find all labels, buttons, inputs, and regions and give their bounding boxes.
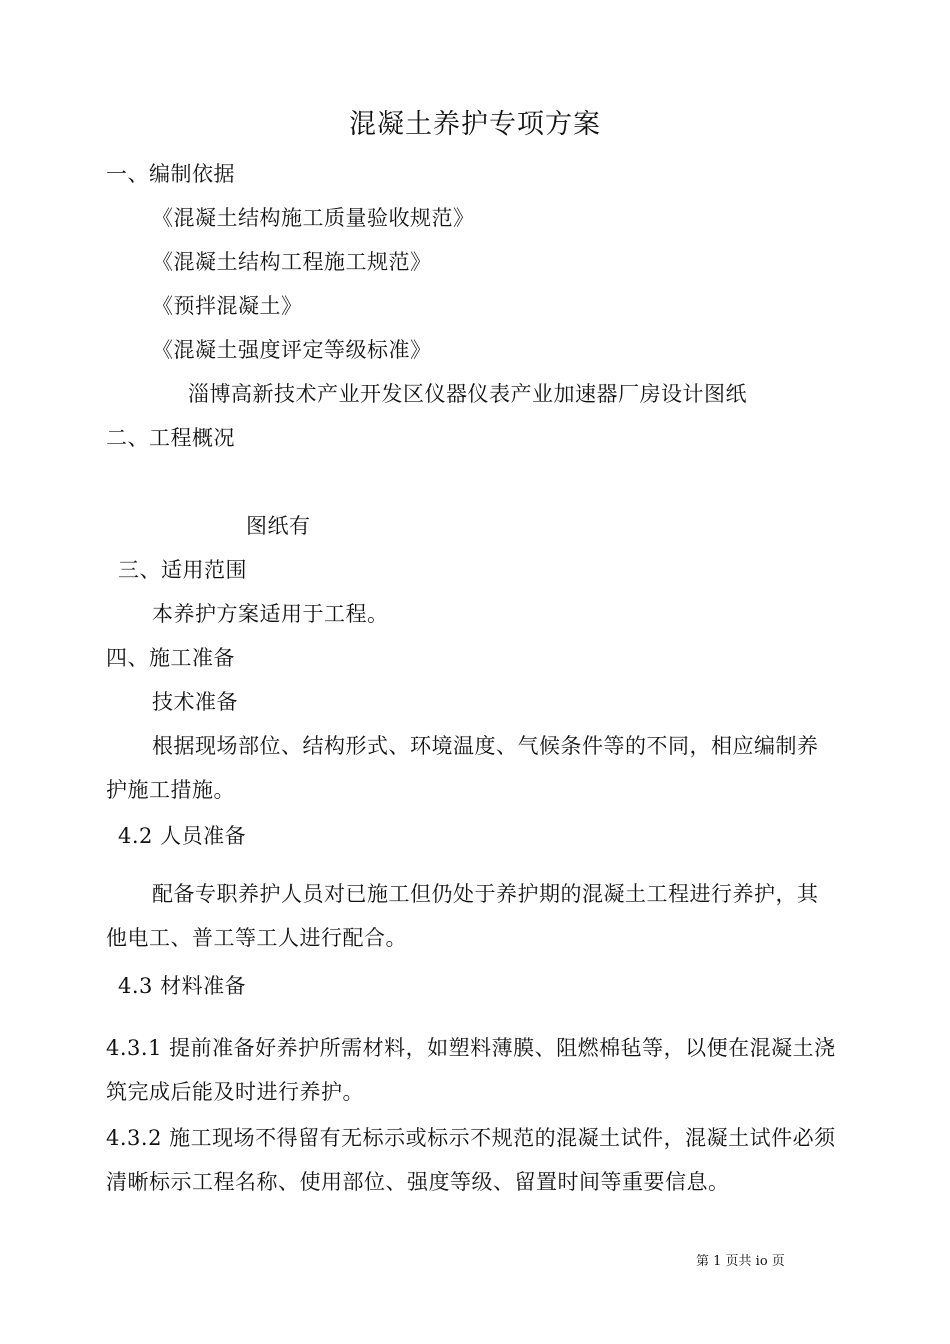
section-heading-basis: 一、编制依据 bbox=[106, 162, 235, 186]
document-title: 混凝土养护专项方案 bbox=[349, 109, 601, 140]
paragraph: 本养护方案适用于工程。 bbox=[152, 602, 389, 626]
paragraph: 4.3.1 提前准备好养护所需材料，如塑料薄膜、阻燃棉毡等，以便在混凝土浇 bbox=[106, 1036, 836, 1060]
section-heading-preparation: 四、施工准备 bbox=[106, 646, 235, 670]
paragraph: 配备专职养护人员对已施工但仍处于养护期的混凝土工程进行养护，其 bbox=[152, 882, 819, 906]
reference-item: 《混凝土结构施工质量验收规范》 bbox=[152, 206, 475, 230]
subheading: 4.3 材料准备 bbox=[118, 974, 247, 998]
paragraph: 他电工、普工等工人进行配合。 bbox=[106, 926, 407, 950]
reference-item: 《混凝土结构工程施工规范》 bbox=[152, 250, 432, 274]
paragraph: 筑完成后能及时进行养护。 bbox=[106, 1080, 364, 1104]
paragraph: 4.3.2 施工现场不得留有无标示或标示不规范的混凝土试件，混凝土试件必须 bbox=[106, 1126, 836, 1150]
reference-item: 《预拌混凝土》 bbox=[152, 294, 303, 318]
page-footer: 第 1 页共 io 页 bbox=[696, 1254, 785, 1269]
section-heading-scope: 三、适用范围 bbox=[118, 558, 247, 582]
subheading: 4.2 人员准备 bbox=[118, 824, 247, 848]
subheading: 技术准备 bbox=[152, 690, 238, 714]
paragraph: 根据现场部位、结构形式、环境温度、气候条件等的不同，相应编制养 bbox=[152, 734, 819, 758]
section-heading-overview: 二、工程概况 bbox=[106, 426, 235, 450]
reference-item: 《混凝土强度评定等级标准》 bbox=[152, 338, 432, 362]
paragraph: 护施工措施。 bbox=[106, 778, 235, 802]
paragraph: 清晰标示工程名称、使用部位、强度等级、留置时间等重要信息。 bbox=[106, 1170, 730, 1194]
reference-item: 淄博高新技术产业开发区仪器仪表产业加速器厂房设计图纸 bbox=[188, 382, 747, 406]
paragraph: 图纸有 bbox=[246, 514, 311, 538]
